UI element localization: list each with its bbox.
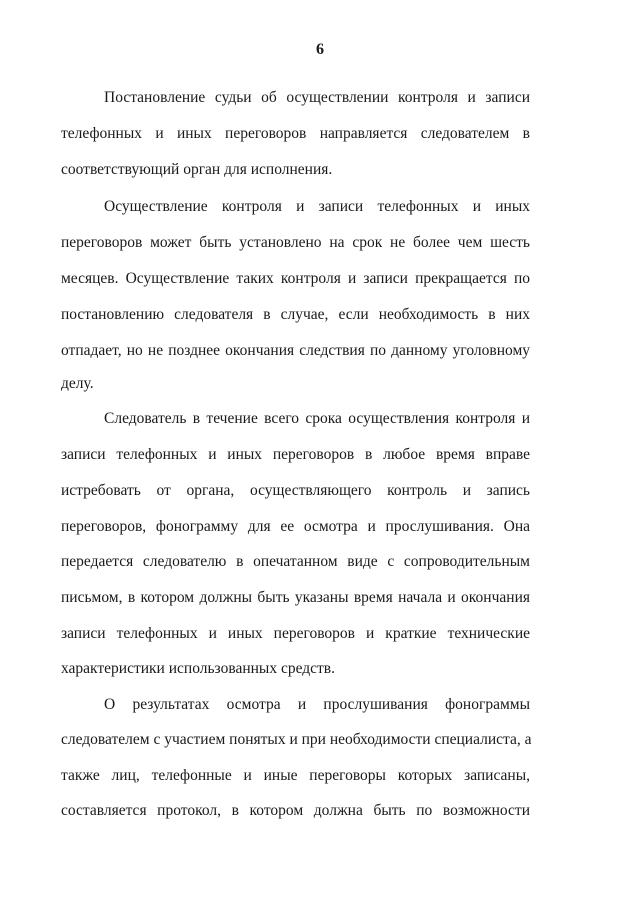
text-line: составляется протокол, в котором должна быть по возможности: [61, 802, 530, 819]
text-line: также лиц, телефонные и иные переговоры которых записаны,: [61, 767, 530, 784]
text-line: телефонных и иных переговоров направляется следователем в: [61, 125, 530, 142]
text-line: следователем с участием понятых и при необходимости специалиста, а: [61, 731, 532, 748]
text-line: характеристики использованных средств.: [61, 660, 335, 677]
text-line: переговоров, фонограмму для ее осмотра и прослушивания. Она: [61, 518, 530, 535]
text-line: О результатах осмотра и прослушивания фонограммы: [104, 696, 530, 713]
text-line: Следователь в течение всего срока осуществления контроля и: [104, 410, 530, 427]
text-line: месяцев. Осуществление таких контроля и записи прекращается по: [61, 270, 530, 287]
text-line: письмом, в котором должны быть указаны время начала и окончания: [61, 589, 530, 606]
text-line: Постановление судьи об осуществлении контроля и записи: [104, 89, 530, 106]
text-line: отпадает, но не позднее окончания следствия по данному уголовному: [61, 342, 530, 359]
text-line: Осуществление контроля и записи телефонных и иных: [104, 198, 530, 215]
text-line: передается следователю в опечатанном виде с сопроводительным: [61, 553, 530, 570]
text-line: делу.: [61, 375, 94, 392]
text-line: переговоров может быть установлено на срок не более чем шесть: [61, 234, 530, 251]
text-line: истребовать от органа, осуществляющего контроль и запись: [61, 482, 530, 499]
text-line: записи телефонных и иных переговоров и краткие технические: [61, 625, 530, 642]
text-line: записи телефонных и иных переговоров в любое время вправе: [61, 446, 530, 463]
text-line: постановлению следователя в случае, если необходимость в них: [61, 306, 530, 323]
text-line: соответствующий орган для исполнения.: [61, 161, 333, 178]
page-number: 6: [316, 41, 324, 58]
